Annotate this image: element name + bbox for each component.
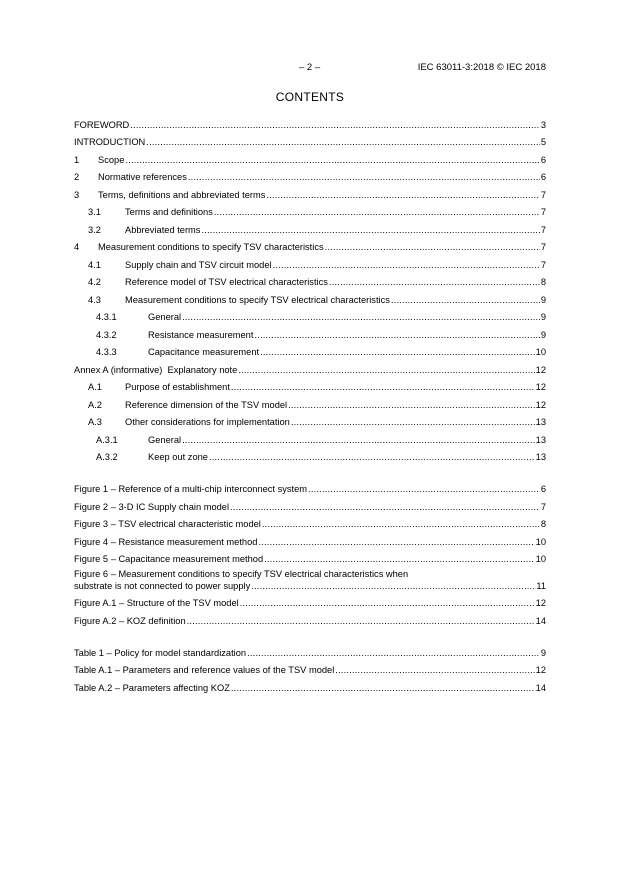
- dot-leader: [188, 172, 540, 183]
- toc-page: 7: [540, 207, 546, 217]
- section-gap: [74, 463, 546, 478]
- toc-entry-annex-a[interactable]: [74, 358, 546, 376]
- toc-label: Reference model of TSV electrical characteristics: [125, 277, 328, 287]
- toc-page: 10: [535, 347, 546, 357]
- toc-entry-a-3-1[interactable]: [74, 428, 546, 446]
- toc-page: 12: [535, 364, 546, 375]
- toc-label: Terms and definitions: [125, 207, 213, 217]
- toc-entry-a-1[interactable]: [74, 376, 546, 394]
- toc-label: FOREWORD: [74, 119, 130, 130]
- toc-entry-3-2[interactable]: [74, 218, 546, 236]
- toc-entry-figure-4[interactable]: [74, 530, 546, 548]
- toc-page: 3: [540, 119, 546, 130]
- toc-label: Figure 4 – Resistance measurement method: [74, 536, 258, 547]
- toc-label: Reference dimension of the TSV model: [125, 399, 288, 410]
- dot-leader: [264, 554, 535, 565]
- toc-entry-scope[interactable]: [74, 148, 546, 166]
- toc-number: 3.2: [88, 224, 101, 235]
- toc-label: Table A.1 – Parameters and reference values of the TSV model: [74, 665, 335, 675]
- toc-entry-figure-2[interactable]: [74, 495, 546, 513]
- toc-page: 11: [536, 580, 546, 591]
- toc-entry-4-3-2[interactable]: [74, 323, 546, 341]
- dot-leader: [251, 581, 535, 592]
- toc-label: Scope: [98, 154, 125, 165]
- dot-leader: [335, 665, 534, 676]
- toc-label-continuation: [74, 580, 546, 592]
- toc-page: 12: [535, 382, 546, 392]
- toc-label: Figure 1 – Reference of a multi-chip interconnect system: [74, 484, 308, 494]
- toc-page: 7: [540, 259, 546, 270]
- toc-entry-4-3-1[interactable]: [74, 306, 546, 324]
- toc-number: A.3.2: [96, 452, 118, 462]
- toc-entry-3-1[interactable]: [74, 201, 546, 219]
- dot-leader: [182, 435, 535, 446]
- toc-page: 6: [540, 172, 546, 182]
- dot-leader: [231, 382, 535, 393]
- toc-label: Table A.2 – Parameters affecting KOZ: [74, 682, 230, 693]
- toc-entry-4-1[interactable]: [74, 253, 546, 271]
- toc-entry-figure-6[interactable]: [74, 565, 546, 592]
- toc-page: 12: [535, 665, 546, 675]
- dot-leader: [262, 519, 540, 530]
- dot-leader: [125, 155, 539, 166]
- toc-label: Other considerations for implementation: [125, 417, 290, 427]
- toc-entry-terms[interactable]: [74, 183, 546, 201]
- dot-leader: [266, 190, 539, 201]
- toc-number: 4.3: [88, 294, 101, 305]
- document-reference: IEC 63011-3:2018 © IEC 2018: [417, 62, 546, 73]
- toc-label: Figure 2 – 3-D IC Supply chain model: [74, 501, 230, 512]
- toc-label: Purpose of establishment: [125, 382, 230, 392]
- toc-entry-figure-a-1[interactable]: [74, 592, 546, 610]
- toc-page: 9: [540, 329, 546, 340]
- dot-leader: [273, 260, 540, 271]
- toc-number: 2: [74, 172, 80, 182]
- toc-number: A.3: [88, 417, 102, 427]
- toc-page: 9: [540, 647, 546, 658]
- toc-page: 10: [535, 536, 546, 547]
- dot-leader: [247, 648, 540, 659]
- dot-leader: [230, 502, 540, 513]
- dot-leader: [187, 616, 535, 627]
- toc-page: 9: [540, 312, 546, 322]
- toc-label: Figure 5 – Capacitance measurement method: [74, 554, 264, 564]
- toc-page: 7: [540, 501, 546, 512]
- toc-label-line2: substrate is not connected to power supply: [74, 580, 251, 591]
- toc-number: A.1: [88, 382, 102, 392]
- toc-number: A.2: [88, 399, 102, 410]
- toc-entry-table-1[interactable]: [74, 641, 546, 659]
- dot-leader: [240, 598, 535, 609]
- toc-entry-4-2[interactable]: [74, 271, 546, 289]
- toc-label: INTRODUCTION: [74, 137, 146, 147]
- toc-page: 14: [535, 615, 546, 626]
- toc-page: 14: [535, 682, 546, 693]
- dot-leader: [329, 277, 540, 288]
- toc-entry-a-3[interactable]: [74, 411, 546, 429]
- table-of-contents: [74, 113, 546, 694]
- toc-entry-4-3[interactable]: [74, 288, 546, 306]
- toc-number: 3.1: [88, 207, 101, 217]
- toc-label: Abbreviated terms: [125, 224, 201, 235]
- section-gap: [74, 627, 546, 642]
- toc-page: 5: [540, 137, 546, 147]
- toc-label: General: [148, 312, 182, 322]
- toc-entry-introduction[interactable]: [74, 131, 546, 149]
- toc-entry-a-2[interactable]: [74, 393, 546, 411]
- toc-page: 9: [540, 294, 546, 305]
- toc-number: 4.1: [88, 259, 101, 270]
- dot-leader: [146, 137, 540, 148]
- toc-label: Figure A.2 – KOZ definition: [74, 615, 186, 626]
- toc-entry-figure-1[interactable]: [74, 478, 546, 496]
- toc-label: Figure 3 – TSV electrical characteristic model: [74, 519, 261, 529]
- toc-label: Annex A (informative) Explanatory note: [74, 364, 238, 375]
- toc-label: Normative references: [98, 172, 187, 182]
- toc-label: Figure 6 – Measurement conditions to specify TSV electrical characteristics when: [74, 568, 409, 579]
- toc-number: 4.2: [88, 277, 101, 287]
- toc-entry-table-a-2[interactable]: [74, 676, 546, 694]
- dot-leader: [325, 242, 540, 253]
- toc-page: 6: [540, 154, 546, 165]
- page-number: – 2 –: [299, 62, 321, 73]
- toc-entry-normative-references[interactable]: [74, 166, 546, 184]
- toc-number: 4.3.2: [96, 329, 117, 340]
- toc-page: 12: [535, 598, 546, 608]
- toc-label: Measurement conditions to specify TSV electrical characteristics: [125, 294, 390, 305]
- toc-page: 12: [535, 399, 546, 410]
- dot-leader: [254, 330, 539, 341]
- toc-entry-measurement-conditions[interactable]: [74, 236, 546, 254]
- toc-number: 3: [74, 189, 80, 200]
- toc-page: 7: [540, 242, 546, 252]
- toc-number: 1: [74, 154, 80, 165]
- toc-entry-table-a-1[interactable]: [74, 659, 546, 677]
- dot-leader: [209, 452, 535, 463]
- toc-page: 13: [535, 434, 546, 445]
- toc-entry-figure-3[interactable]: [74, 513, 546, 531]
- toc-label: Measurement conditions to specify TSV characteristics: [98, 242, 324, 252]
- contents-title: CONTENTS: [275, 90, 345, 104]
- dot-leader: [238, 365, 534, 376]
- toc-label: Table 1 – Policy for model standardization: [74, 647, 247, 658]
- dot-leader: [308, 484, 540, 495]
- toc-page: 8: [540, 277, 546, 287]
- dot-leader: [201, 225, 539, 236]
- toc-page: 8: [540, 519, 546, 529]
- dot-leader: [214, 207, 540, 218]
- dot-leader: [182, 312, 540, 323]
- toc-label: Keep out zone: [148, 452, 208, 462]
- dot-leader: [391, 295, 540, 306]
- toc-number: A.3.1: [96, 434, 118, 445]
- toc-label: General: [148, 434, 182, 445]
- toc-label: Supply chain and TSV circuit model: [125, 259, 272, 270]
- toc-label: Terms, definitions and abbreviated terms: [98, 189, 266, 200]
- toc-number: 4: [74, 242, 80, 252]
- dot-leader: [260, 347, 535, 358]
- toc-page: 13: [535, 417, 546, 427]
- toc-page: 7: [540, 224, 546, 235]
- toc-page: 13: [535, 452, 546, 462]
- toc-entry-4-3-3[interactable]: [74, 341, 546, 359]
- toc-page: 7: [540, 189, 546, 200]
- dot-leader: [291, 417, 535, 428]
- toc-number: 4.3.1: [96, 312, 117, 322]
- toc-entry-a-3-2[interactable]: [74, 446, 546, 464]
- toc-label: Figure A.1 – Structure of the TSV model: [74, 598, 239, 608]
- toc-entry-figure-5[interactable]: [74, 548, 546, 566]
- dot-leader: [288, 400, 535, 411]
- toc-entry-figure-a-2[interactable]: [74, 609, 546, 627]
- toc-entry-foreword[interactable]: [74, 113, 546, 131]
- toc-page: 6: [540, 484, 546, 494]
- toc-label: Capacitance measurement: [148, 347, 260, 357]
- dot-leader: [130, 120, 540, 131]
- page-header: [74, 62, 546, 74]
- toc-number: 4.3.3: [96, 347, 117, 357]
- toc-label: Resistance measurement: [148, 329, 254, 340]
- dot-leader: [231, 683, 535, 694]
- toc-page: 10: [535, 554, 546, 564]
- dot-leader: [258, 537, 534, 548]
